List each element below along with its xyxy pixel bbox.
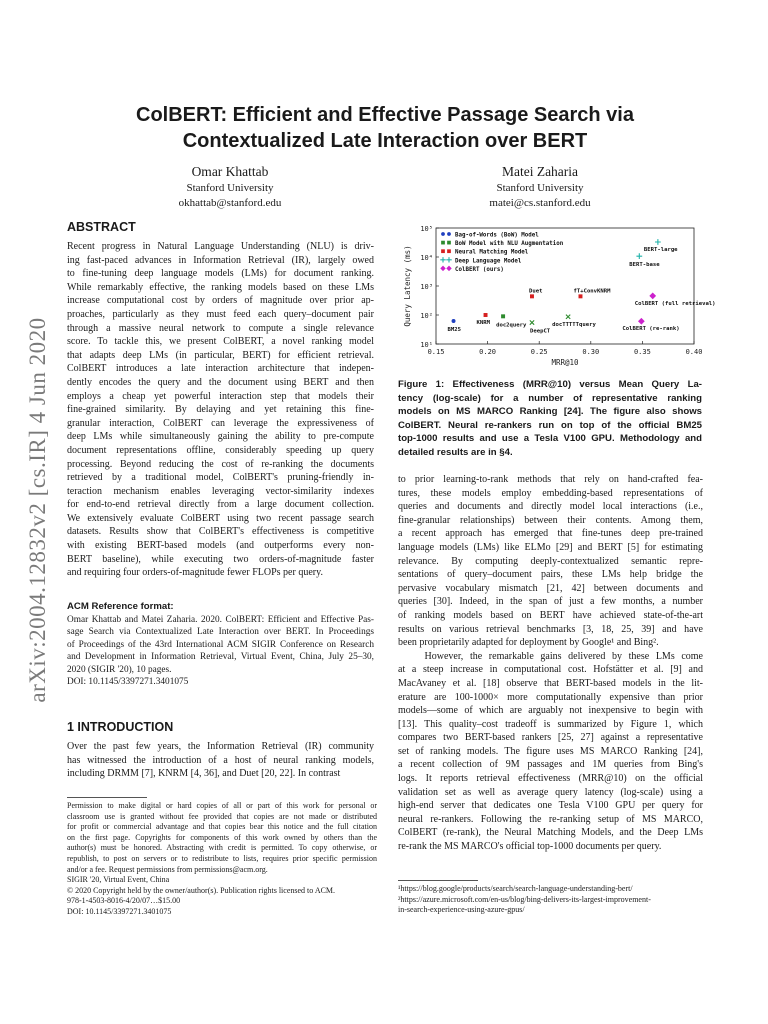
data-point — [501, 314, 505, 318]
title-line-1: ColBERT: Efficient and Effective Passage Search via — [136, 104, 634, 126]
body-line: validation set as well as average query latency (log-scale) using a — [398, 786, 703, 798]
author-block-1 — [130, 163, 330, 211]
permission-line: Permission to make digital or hard copies of all or part of this work for personal or — [67, 801, 377, 810]
y-tick-label: 10¹ — [420, 341, 433, 349]
footnote-line: in-search-experience-using-azure-gpus/ — [398, 905, 525, 915]
abstract-line: While remarkably effective, the ranking models based on these LMs — [67, 281, 374, 293]
footnote-rule — [67, 797, 147, 798]
author-affiliation: Stanford University — [186, 182, 274, 194]
data-label: BERT-large — [643, 247, 678, 254]
data-point — [655, 239, 661, 245]
abstract-line: deep LMs while simultaneously gaining the ability to pre-compute — [67, 431, 374, 443]
data-point — [649, 292, 656, 299]
data-label: Duet — [528, 288, 543, 295]
abstract-line: with existing BERT-based models (and outperforms every non- — [67, 540, 374, 552]
footnote-line: ¹https://blog.google/products/search/search-language-understanding-bert/ — [398, 884, 633, 893]
body-line: ColBERT (re-rank), the Neural Matching Models, and the Deep LMs — [398, 827, 703, 839]
acm-reference-heading: ACM Reference format: — [67, 601, 174, 612]
permission-line: republish, to post on servers or to redistribute to lists, requires prior specific permission — [67, 853, 377, 863]
data-point — [636, 253, 642, 259]
abstract-line: proaches, particularly as they must feed each query–document pair — [67, 308, 374, 320]
right-column-text — [398, 473, 703, 854]
x-tick-label: 0.35 — [633, 348, 651, 356]
introduction-line: Over the past few years, the Information Retrieval (IR) community — [67, 741, 374, 752]
chart-svg — [396, 222, 716, 372]
data-label: DeepCT — [529, 328, 551, 335]
legend-marker — [441, 232, 445, 236]
legend-label: Deep Language Model — [455, 258, 522, 265]
y-tick-label: 10⁴ — [420, 254, 433, 262]
y-axis-label: Query Latency (ms) — [403, 245, 412, 327]
abstract-line: We extensively evaluate ColBERT using two recent passage search — [67, 512, 374, 524]
body-line: a recent collection of 9M passages and 1M queries from Bing's — [398, 759, 703, 771]
legend-marker — [441, 241, 445, 245]
data-point — [566, 315, 570, 319]
footnotes — [398, 884, 708, 916]
y-tick-label: 10² — [420, 312, 433, 320]
abstract-line: granular interaction, ColBERT can leverage the expressiveness of — [67, 417, 374, 429]
permission-line: classroom use is granted without fee provided that copies are not made or distributed — [67, 811, 377, 821]
abstract-line: score. To tackle this, we present ColBERT, a novel ranking model — [67, 336, 374, 348]
author-name: Omar Khattab — [191, 164, 269, 179]
abstract-line: increase computational cost by orders of magnitude over prior ap- — [67, 295, 374, 307]
abstract-line: dently encodes the query and the document using BERT and then — [67, 376, 374, 388]
body-line: results on various retrieval benchmarks [3, 18, 25, 39] and have — [398, 623, 703, 635]
body-line: pervasive vocabulary mismatch [21, 42] between documents and — [398, 582, 703, 594]
abstract-heading: ABSTRACT — [67, 220, 136, 234]
legend-label: ColBERT (ours) — [455, 266, 504, 273]
caption-line: top-1000 results and use a Tesla V100 GPU. Methodology and — [398, 433, 702, 445]
body-line: to prior learning-to-rank methods that rely on hand-crafted fea- — [398, 474, 703, 485]
acm-reference-text — [67, 614, 374, 688]
data-point — [638, 318, 645, 325]
x-tick-label: 0.25 — [530, 348, 548, 356]
abstract-line: retrieved by a traditional model, ColBERT's pruning-friendly in- — [67, 472, 374, 484]
body-line: language models (LMs) like ELMo [29] and BERT [5] for estimating — [398, 541, 703, 553]
caption-line: tency (log-scale) for a number of representative ranking — [398, 392, 702, 404]
legend-marker — [447, 249, 451, 253]
figure-caption — [398, 378, 702, 460]
author-name: Matei Zaharia — [501, 164, 579, 179]
acm-reference-line: 2020 (SIGIR '20), 10 pages. — [67, 664, 172, 675]
body-line: relevance. By computing deeply-contextualized semantic repre- — [398, 555, 703, 567]
permission-line: on the first page. Copyrights for components of this work owned by others than the — [67, 832, 377, 842]
data-point — [579, 294, 583, 298]
abstract-line: datasets. Results show that ColBERT's effectiveness is competitive — [67, 526, 374, 538]
y-tick-label: 10⁵ — [420, 225, 433, 233]
body-line: set of ranking models. The figure uses MS MARCO Ranking [24], — [398, 745, 703, 757]
abstract-line: employs a cheap yet powerful interaction step that models their — [67, 390, 374, 402]
body-line: at a steep increase in computational cost. Hofstätter et al. [9] and — [398, 664, 703, 676]
footnote-rule-right — [398, 880, 478, 881]
author-affiliation: Stanford University — [496, 182, 584, 194]
arxiv-identifier: arXiv:2004.12832v2 [cs.IR] 4 Jun 2020 — [25, 317, 50, 703]
legend-marker — [446, 266, 451, 271]
x-axis-label: MRR@10 — [551, 358, 579, 367]
permission-line: for profit or commercial advantage and that copies bear this notice and the full citation — [67, 822, 377, 832]
figure-1 — [396, 222, 716, 372]
permission-line: and/or a fee. Request permissions from permissions@acm.org. — [67, 864, 268, 874]
permission-line: 978-1-4503-8016-4/20/07…$15.00 — [67, 896, 181, 906]
body-line: models—some of which are arguably not inexpensive to begin with — [398, 705, 703, 717]
abstract-line: for end-to-end retrieval directly from a large document collection. — [67, 499, 374, 511]
legend-marker — [446, 257, 451, 262]
legend-label: Neural Matching Model — [455, 249, 529, 256]
permission-line: author(s) must be honored. Abstracting with credit is permitted. To copy otherwise, or — [67, 843, 377, 853]
introduction-line: including DRMM [7], KNRM [4, 36], and Duet [20, 22]. In contrast — [67, 768, 341, 780]
author-block-2 — [440, 163, 640, 211]
legend-marker — [447, 232, 451, 236]
body-line: compares two BERT-based rankers [25, 27] against a representative — [398, 732, 703, 744]
data-point — [484, 313, 488, 317]
body-line: fine-granular relationships) between their contents. Among them, — [398, 514, 703, 526]
abstract-line: processing. Beyond reducing the cost of re-ranking the documents — [67, 458, 374, 470]
body-line: a recent approach has emerged that fine-tunes deep pre-trained — [398, 528, 703, 540]
author-email[interactable]: okhattab@stanford.edu — [178, 197, 282, 209]
data-label: doc2query — [496, 322, 527, 329]
data-label: BERT-base — [629, 262, 660, 269]
permission-line: SIGIR '20, Virtual Event, China — [67, 875, 170, 885]
x-tick-label: 0.30 — [582, 348, 600, 356]
data-label: BM25 — [447, 327, 462, 334]
abstract-line: to fine-tuning deep language models (LMs) for document ranking. — [67, 268, 374, 280]
data-label: ColBERT (re-rank) — [622, 326, 680, 333]
abstract-line: through a massive neural network to compute a single relevance — [67, 322, 374, 334]
body-line: MacAvaney et al. [18] observe that BERT-based models in the lit- — [398, 677, 703, 689]
caption-line: ColBERT. Neural re-rankers run on top of the official BM25 — [398, 419, 702, 431]
body-line: queries and documents and directly model local interactions (i.e., — [398, 501, 703, 513]
caption-line: models on MS MARCO Ranking [24]. The figure also shows — [398, 406, 702, 418]
body-line: tures, these models employ embedding-based representations of — [398, 487, 703, 499]
body-line: high-end server that dedicates one Tesla V100 GPU per query for — [398, 800, 703, 812]
acm-reference-line: sage Search via Contextualized Late Interaction over BERT. In Proceedings — [67, 627, 374, 638]
caption-line: Figure 1: Effectiveness (MRR@10) versus Mean Query La- — [398, 379, 702, 390]
data-label: ColBERT (full retrieval) — [634, 300, 716, 307]
body-line: been proprietarily adapted for deployment by Google¹ and Bing². — [398, 637, 659, 649]
body-line: erature are 100-1000× more computationally expensive than prior — [398, 691, 703, 703]
acm-reference-line: of Proceedings of the 43rd International ACM SIGIR Conference on Research — [67, 639, 374, 650]
legend-marker — [440, 257, 445, 262]
abstract-line: teraction mechanism enables leveraging vector-similarity indexes — [67, 485, 374, 497]
acm-reference-line: DOI: 10.1145/3397271.3401075 — [67, 677, 189, 688]
legend-marker — [447, 241, 451, 245]
abstract-line: ColBERT introduces a late interaction architecture that indepen- — [67, 363, 374, 375]
abstract-line: fine-grained similarity. By delaying and yet retaining this fine- — [67, 404, 374, 416]
data-label: docTTTTTquery — [552, 321, 596, 328]
x-tick-label: 0.15 — [427, 348, 445, 356]
body-line: of ranking models based on BERT have achieved state-of-the-art — [398, 609, 703, 621]
legend-label: BoW Model with NLU Augmentation — [455, 241, 564, 248]
abstract-line: that adapts deep LMs (in particular, BERT) for efficient retrieval. — [67, 349, 374, 361]
permission-line: © 2020 Copyright held by the owner/author(s). Publication rights licensed to ACM. — [67, 885, 336, 895]
data-point — [530, 294, 534, 298]
legend-marker — [440, 266, 445, 271]
body-line: [13]. This quality–cost tradeoff is summarized by Figure 1, which — [398, 718, 703, 730]
abstract-line: document representations offline, considerably speeding up query — [67, 444, 374, 456]
author-email[interactable]: matei@cs.stanford.edu — [489, 197, 591, 209]
introduction-line: has witnessed the introduction of a host of neural ranking models, — [67, 754, 374, 766]
abstract-text — [67, 240, 374, 580]
footnote-line: ²https://azure.microsoft.com/en-us/blog/bing-delivers-its-largest-improvement- — [398, 894, 651, 904]
introduction-heading: 1 INTRODUCTION — [67, 720, 174, 734]
introduction-text — [67, 740, 374, 781]
title-line-2: Contextualized Late Interaction over BERT — [182, 130, 588, 152]
paper-title — [70, 102, 700, 154]
data-label: fT+ConvKNRM — [573, 288, 611, 295]
legend-label: Bag-of-Words (BoW) Model — [455, 232, 539, 239]
acm-reference-line: Omar Khattab and Matei Zaharia. 2020. ColBERT: Efficient and Effective Pas- — [67, 615, 374, 625]
abstract-line: BERT baseline), while executing two orders-of-magnitude faster — [67, 553, 374, 565]
abstract-line: ing fast-paced advances in Information Retrieval (IR), largely owed — [67, 254, 374, 266]
body-line: re-rank the MS MARCO's official top-1000 documents per query. — [398, 841, 662, 853]
body-line: neural re-rankers. Following the re-ranking setup of MS MARCO, — [398, 813, 703, 825]
abstract-line: Recent progress in Natural Language Understanding (NLU) is driv- — [67, 241, 374, 252]
data-point — [530, 320, 534, 324]
acm-reference-line: and Development in Information Retrieval, Virtual Event, China, July 25–30, — [67, 652, 374, 663]
x-tick-label: 0.40 — [685, 348, 703, 356]
permission-notice — [67, 801, 377, 918]
body-line: logs. It reports retrieval effectiveness (MRR@10) on the official — [398, 773, 703, 785]
body-line: queries [30]. Indeed, in the span of just a few months, a number — [398, 596, 703, 608]
data-label: KNRM — [476, 320, 491, 326]
permission-line: DOI: 10.1145/3397271.3401075 — [67, 906, 172, 916]
caption-line: detailed results are in §4. — [398, 446, 513, 458]
data-point — [452, 319, 456, 323]
abstract-line: and requiring four orders-of-magnitude fewer FLOPs per query. — [67, 567, 323, 579]
body-line: sentations of query–document pairs, these LMs help bridge the — [398, 569, 703, 581]
y-tick-label: 10³ — [420, 283, 433, 291]
legend-marker — [441, 249, 445, 253]
body-line: However, the remarkable gains delivered by these LMs come — [398, 650, 703, 662]
x-tick-label: 0.20 — [479, 348, 497, 356]
